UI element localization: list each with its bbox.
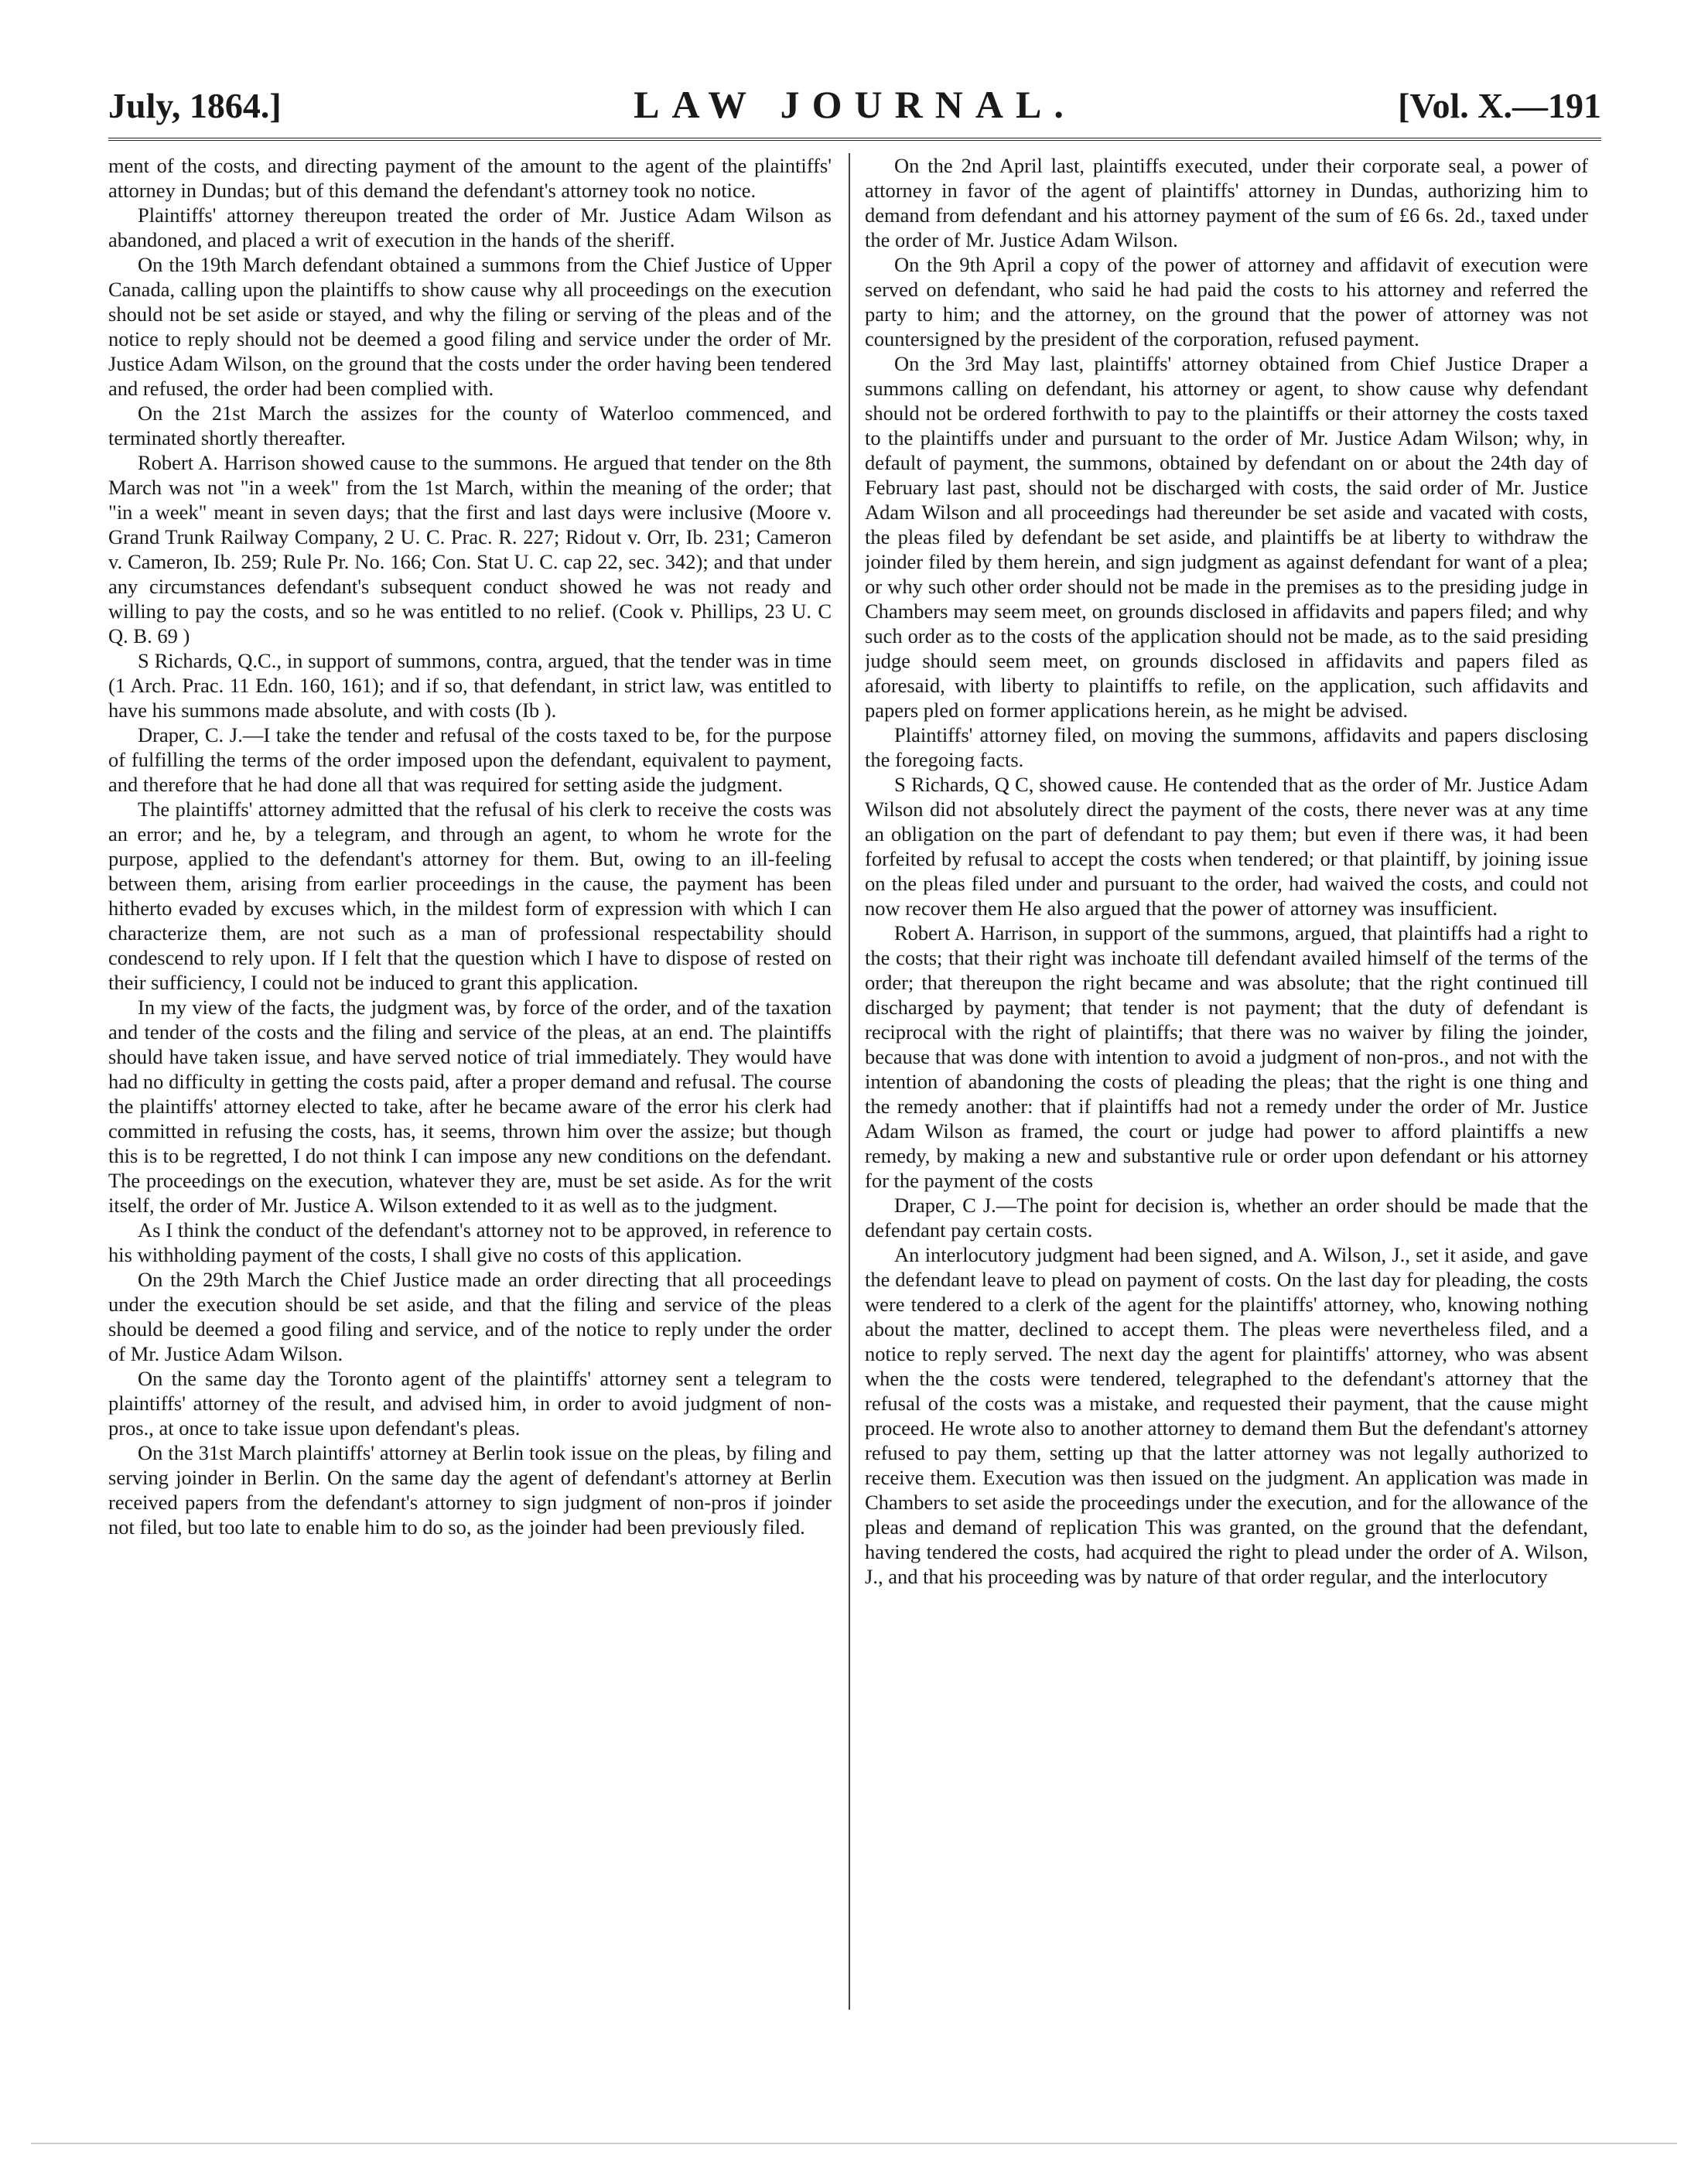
page-bottom-edge: [31, 2143, 1677, 2144]
paragraph: On the 21st March the assizes for the county of Waterloo commenced, and terminated shortly thereafter.: [108, 401, 832, 449]
paragraph: S Richards, Q C, showed cause. He contended that as the order of Mr. Justice Adam Wilson did not absolutely direct the payment of the costs, there never was at any time an obligation on the part of defendant to pay them; but even if there was, it had been forfeited by refusal to accept the costs when tendered; or that plaintiff, by joining issue on the pleas filed under and pursuant to the order, had waived the costs, and could not now recover them He also argued that the power of attorney was insufficient.: [865, 773, 1588, 920]
paragraph: On the 31st March plaintiffs' attorney at Berlin took issue on the pleas, by filing and serving joinder in Berlin. On the same day the agent of defendant's attorney at Berlin received papers from the defendant's attorney to sign judgment of non-pros if joinder not filed, but too late to enable him to do so, as the joinder had been previously filed.: [108, 1441, 832, 1539]
paragraph: Robert A. Harrison, in support of the summons, argued, that plaintiffs had a right to the costs; that their right was inchoate till defendant availed himself of the terms of the order; that thereupon the right became and was absolute; that the right continued till discharged by payment; that tender is not payment; that the duty of defendant is reciprocal with the right of plaintiffs; that there was no waiver by filing the joinder, because that was done with intention to avoid a judgment of non-pros., and not with the intention of abandoning the costs of pleading the pleas; that the right is one thing and the remedy another: that if plaintiffs had not a remedy under the order of Mr. Justice Adam Wilson as framed, the court or judge had power to afford plaintiffs a new remedy, by making a new and substantive rule or order upon defendant or his attorney for the payment of the costs: [865, 921, 1588, 1192]
left-column: [108, 153, 832, 2010]
journal-title: LAW JOURNAL.: [634, 83, 1076, 126]
running-head: [108, 77, 1601, 132]
paragraph: On the same day the Toronto agent of the plaintiffs' attorney sent a telegram to plaintiffs' attorney of the result, and advised him, in order to avoid judgment of non-pros., at once to take issue upon defendant's pleas.: [108, 1367, 832, 1440]
column-divider: [849, 153, 850, 2010]
paragraph: The plaintiffs' attorney admitted that the refusal of his clerk to receive the costs was an error; and he, by a telegram, and through an agent, to whom he wrote for the purpose, applied to the defendant's attorney for them. But, owing to an ill-feeling between them, arising from earlier proceedings in the cause, the payment has been hitherto evaded by excuses which, in the mildest form of expression with which I can characterize them, are not such as a man of professional respectability should condescend to rely upon. If I felt that the question which I have to dispose of rested on their sufficiency, I could not be induced to grant this application.: [108, 798, 832, 994]
paragraph: An interlocutory judgment had been signed, and A. Wilson, J., set it aside, and gave the defendant leave to plead on payment of costs. On the last day for pleading, the costs were tendered to a clerk of the agent for the plaintiffs' attorney, who, knowing nothing about the matter, declined to accept them. The pleas were nevertheless filed, and a notice to reply served. The next day the agent for plaintiffs' attorney, who was absent when the the costs were tendered, telegraphed to the defendant's attorney that the refusal of the costs was a mistake, and requested their payment, that the cause might proceed. He wrote also to another attorney to demand them But the defendant's attorney refused to pay them, setting up that the latter attorney was not legally authorized to receive them. Execution was then issued on the judgment. An application was made in Chambers to set aside the proceedings under the execution, and for the allowance of the pleas and demand of replication This was granted, on the ground that the defendant, having tendered the costs, had acquired the right to plead under the order of A. Wilson, J., and that his proceeding was by nature of that order regular, and the interlocutory: [865, 1243, 1588, 1588]
paragraph: On the 3rd May last, plaintiffs' attorney obtained from Chief Justice Draper a summons calling on defendant, his attorney or agent, to show cause why defendant should not be ordered forthwith to pay to the plaintiffs or their attorney the costs taxed to the plaintiffs under and pursuant to the order of Mr. Justice Adam Wilson; why, in default of payment, the summons, obtained by defendant on or about the 24th day of February last past, should not be discharged with costs, the said order of Mr. Justice Adam Wilson and all proceedings had thereunder be set aside and vacated with costs, the pleas filed by defendant be set aside, and plaintiffs be at liberty to withdraw the joinder filed by them herein, and sign judgment as against defendant for want of a plea; or why such other order should not be made in the premises as to the presiding judge in Chambers may seem meet, on grounds disclosed in affidavits and papers filed; and why such order as to the costs of the application should not be made, as to the said presiding judge should seem meet, on grounds disclosed in affidavits and papers filed as aforesaid, with liberty to plaintiffs to refile, on the application, such affidavits and papers pled on former applications herein, as he might be advised.: [865, 352, 1588, 722]
paragraph: On the 29th March the Chief Justice made an order directing that all proceedings under the execution should be set aside, and that the filing and service of the pleas should be deemed a good filing and service, and of the notice to reply under the order of Mr. Justice Adam Wilson.: [108, 1268, 832, 1365]
paragraph: Draper, C J.—The point for decision is, whether an order should be made that the defendant pay certain costs.: [865, 1194, 1588, 1242]
volume-page-number: [Vol. X.—191: [1398, 86, 1601, 125]
paragraph: S Richards, Q.C., in support of summons, contra, argued, that the tender was in time (1 Arch. Prac. 11 Edn. 160, 161); and if so, that defendant, in strict law, was entitled to have his summons made absolute, and with costs (Ib ).: [108, 649, 832, 722]
header-rule: [108, 138, 1601, 141]
paragraph: ment of the costs, and directing payment of the amount to the agent of the plaintiffs' attorney in Dundas; but of this demand the defendant's attorney took no notice.: [108, 154, 832, 202]
paragraph: Plaintiffs' attorney filed, on moving the summons, affidavits and papers disclosing the foregoing facts.: [865, 723, 1588, 771]
paragraph: Robert A. Harrison showed cause to the summons. He argued that tender on the 8th March was not "in a week" from the 1st March, within the meaning of the order; that "in a week" meant in seven days; that the first and last days were inclusive (Moore v. Grand Trunk Railway Company, 2 U. C. Prac. R. 227; Ridout v. Orr, Ib. 231; Cameron v. Cameron, Ib. 259; Rule Pr. No. 166; Con. Stat U. C. cap 22, sec. 342); and that under any circumstances defendant's subsequent conduct showed he was not ready and willing to pay the costs, and so he was entitled to no relief. (Cook v. Phillips, 23 U. C Q. B. 69 ): [108, 451, 832, 647]
paragraph: On the 19th March defendant obtained a summons from the Chief Justice of Upper Canada, calling upon the plaintiffs to show cause why all proceedings on the execution should not be set aside or stayed, and why the filing or serving of the pleas and of the notice to reply should not be deemed a good filing and service under the order of Mr. Justice Adam Wilson, on the ground that the costs under the order having been tendered and refused, the order had been complied with.: [108, 253, 832, 400]
paragraph: On the 9th April a copy of the power of attorney and affidavit of execution were served on defendant, who said he had paid the costs to his attorney and referred the party to him; and the attorney, on the ground that the power of attorney was not countersigned by the president of the corporation, refused payment.: [865, 253, 1588, 350]
paragraph: Draper, C. J.—I take the tender and refusal of the costs taxed to be, for the purpose of fulfilling the terms of the order imposed upon the defendant, equivalent to payment, and therefore that he had done all that was required for setting aside the judgment.: [108, 723, 832, 796]
paragraph: Plaintiffs' attorney thereupon treated the order of Mr. Justice Adam Wilson as abandoned, and placed a writ of execution in the hands of the sheriff.: [108, 203, 832, 251]
right-column: [865, 153, 1588, 2010]
paragraph: On the 2nd April last, plaintiffs executed, under their corporate seal, a power of attorney in favor of the agent of plaintiffs' attorney in Dundas, authorizing him to demand from defendant and his attorney payment of the sum of £6 6s. 2d., taxed under the order of Mr. Justice Adam Wilson.: [865, 154, 1588, 251]
issue-date: July, 1864.]: [108, 86, 282, 125]
paragraph: In my view of the facts, the judgment was, by force of the order, and of the taxation and tender of the costs and the filing and service of the pleas, at an end. The plaintiffs should have taken issue, and have served notice of trial immediately. They would have had no difficulty in getting the costs paid, after a proper demand and refusal. The course the plaintiffs' attorney elected to take, after he became aware of the error his clerk had committed in refusing the costs, has, it seems, thrown him over the assize; but though this is to be regretted, I do not think I can impose any new conditions on the defendant. The proceedings on the execution, whatever they are, must be set aside. As for the writ itself, the order of Mr. Justice A. Wilson extended to it as well as to the judgment.: [108, 996, 832, 1217]
paragraph: As I think the conduct of the defendant's attorney not to be approved, in reference to his withholding payment of the costs, I shall give no costs of this application.: [108, 1218, 832, 1266]
